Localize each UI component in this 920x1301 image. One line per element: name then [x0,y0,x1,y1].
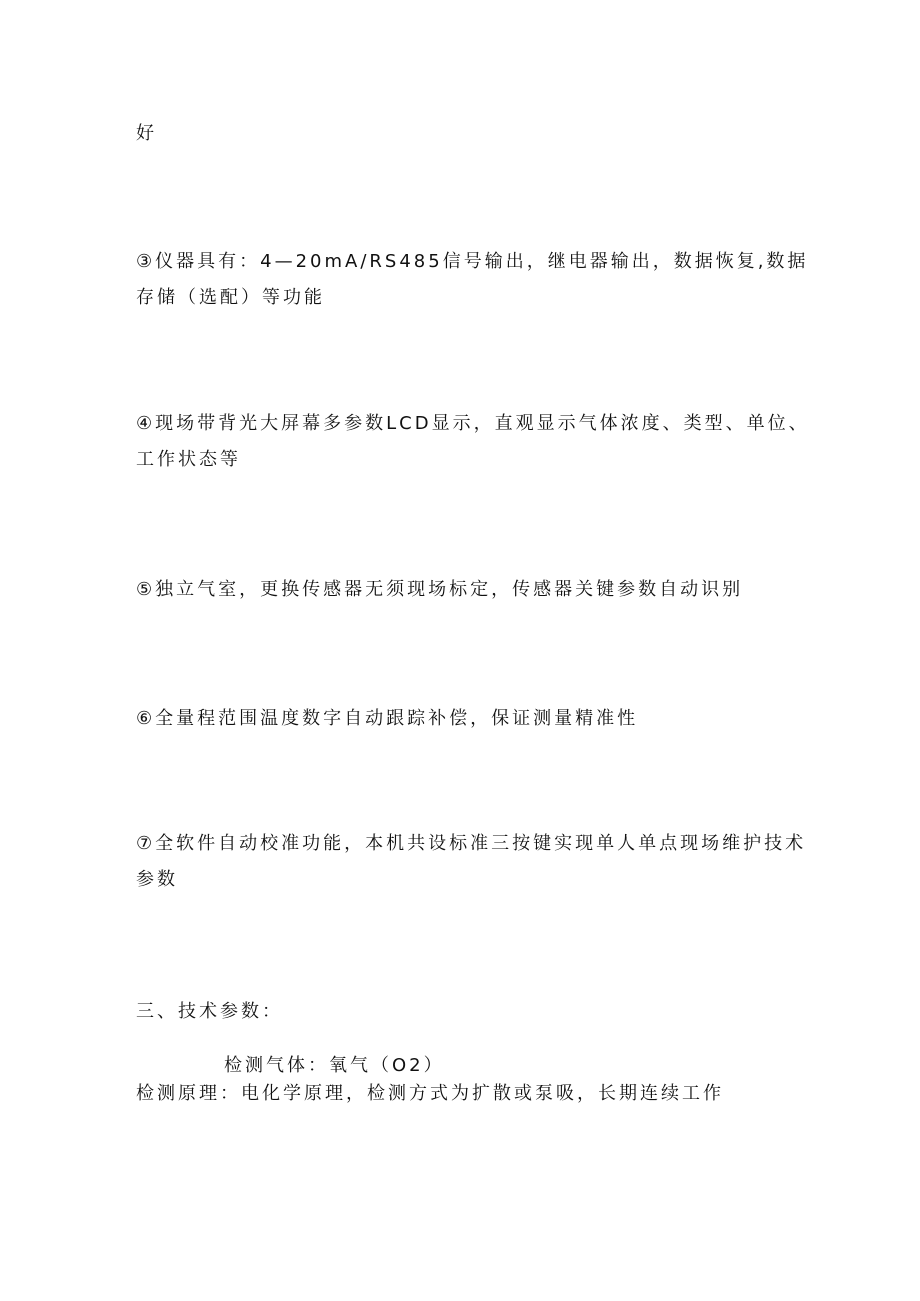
section-heading: 三、技术参数： [136,1001,283,1022]
param-detection-principle: 检测原理：电化学原理，检测方式为扩散或泵吸，长期连续工作 [136,1083,724,1104]
feature-7-line-2: 参数 [136,869,178,890]
feature-6-line: ⑥全量程范围温度数字自动跟踪补偿，保证测量精准性 [136,708,639,729]
feature-4-line-1: ④现场带背光大屏幕多参数LCD显示，直观显示气体浓度、类型、单位、 [136,413,810,434]
feature-4-line-2: 工作状态等 [136,449,241,470]
feature-3-line-1: ③仪器具有：4—20mA/RS485信号输出，继电器输出，数据恢复,数据 [136,251,809,272]
param-detection-gas: 检测气体：氧气（O2） [224,1055,445,1076]
feature-3-line-2: 存储（选配）等功能 [136,287,325,308]
feature-7-line-1: ⑦全软件自动校准功能，本机共设标准三按键实现单人单点现场维护技术 [136,833,807,854]
text-line: 好 [136,123,157,144]
feature-5-line: ⑤独立气室，更换传感器无须现场标定，传感器关键参数自动识别 [136,579,744,600]
